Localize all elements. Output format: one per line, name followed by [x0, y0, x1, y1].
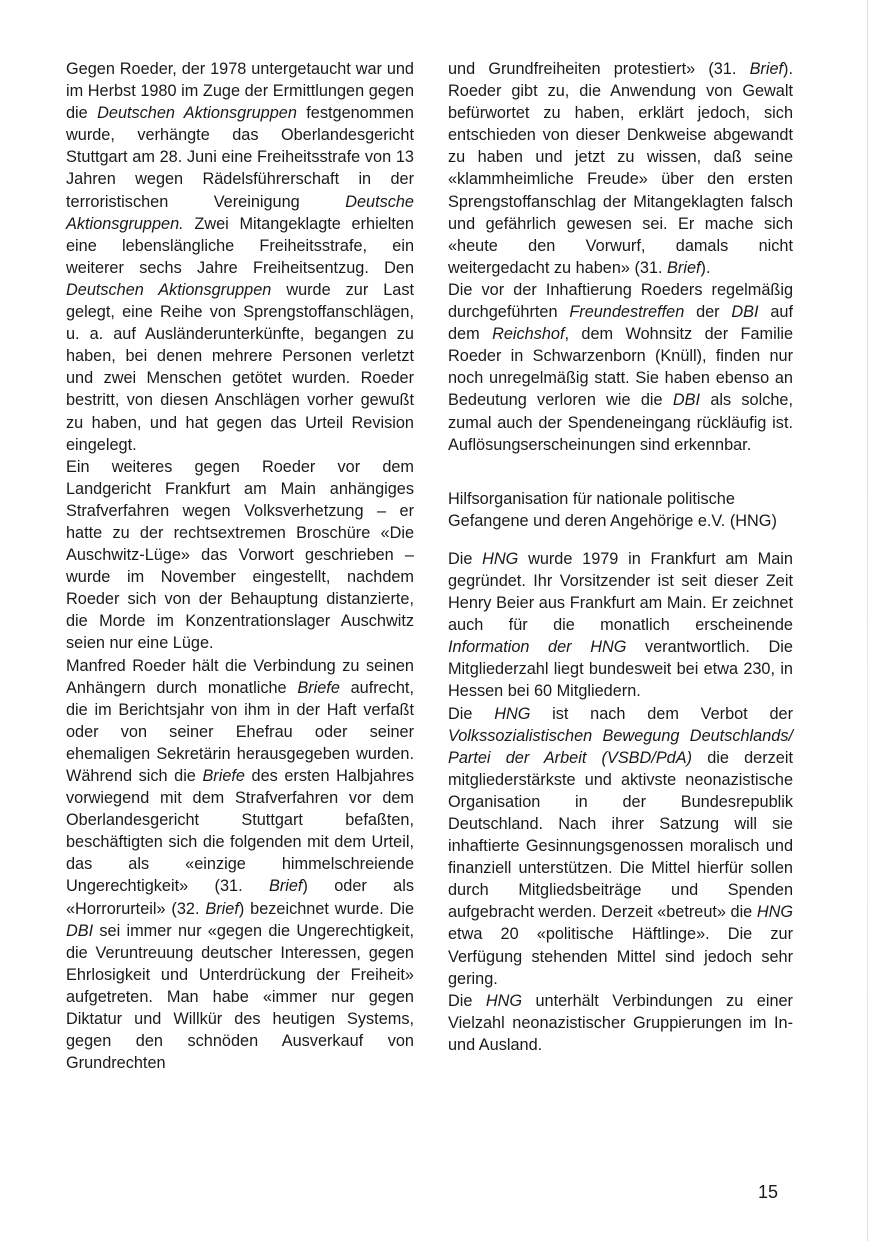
paragraph	[66, 456, 414, 655]
text-run: Die vor der Inhaftierung Roeders regelmäßig durchgeführten	[448, 280, 793, 322]
text-run: als solche, zumal auch der Spendeneingang rückläufig ist. Auflösungserscheinungen sind erkennbar.	[448, 391, 793, 454]
text-run: wurde 1979 in Frankfurt am Main gegründet. Ihr Vorsitzender ist seit dieser Zeit Henry Beier aus Frankfurt am Main. Er zeichnet auch für die monatlich erscheinende	[448, 549, 793, 635]
paragraph	[448, 279, 793, 456]
paragraph	[66, 58, 414, 456]
italic-text: HNG	[494, 704, 531, 723]
text-run: unterhält Verbindungen zu einer Vielzahl neonazistischer Gruppierungen im In- und Ausland.	[448, 991, 793, 1054]
right-column	[448, 58, 793, 1056]
italic-text: Brief	[749, 60, 784, 78]
text-run: ist nach dem Verbot der	[530, 704, 793, 723]
italic-text: HNG	[756, 903, 793, 922]
italic-text: Freundestreffen	[569, 303, 685, 322]
text-run: verantwortlich. Die Mitgliederzahl liegt bundesweit bei etwa 230, in Hessen bei 60 Mitgliedern.	[448, 638, 793, 701]
text-run: Zwei Mitangeklagte erhielten eine lebenslängliche Freiheitsstrafe, ein weiterer sechs Jahre Freiheitsentzug. Den	[66, 214, 414, 277]
italic-text: HNG	[482, 549, 519, 568]
section-heading: Hilfsorganisation für nationale politische Gefangene und deren Angehörige e.V. (HNG)	[448, 489, 777, 530]
text-run: etwa 20 «politische Häftlinge». Die zur Verfügung stehenden Mittel sind jedoch sehr gering.	[448, 925, 793, 988]
italic-text: DBI	[66, 921, 94, 940]
text-run: und Grundfreiheiten protestiert» (31.	[448, 60, 750, 78]
text-run: Die	[448, 704, 495, 723]
text-run: , dem Wohnsitz der Familie Roeder in Schwarzenborn (Knüll), finden nur noch unregelmäßig statt. Sie haben ebenso an Bedeutung verloren wie die	[448, 325, 793, 410]
italic-text: DBI	[672, 391, 701, 410]
page-number: 15	[758, 1182, 779, 1202]
italic-text: Brief	[205, 899, 239, 918]
text-run: ).	[700, 258, 711, 277]
italic-text: HNG	[485, 991, 523, 1010]
text-run: aufrecht, die im Berichtsjahr von ihm in der Haft verfaßt oder von seiner Ehefrau oder seiner ehemaligen Sekretärin herausgegeben wurden. Während sich die	[66, 678, 414, 785]
text-run: Ein weiteres gegen Roeder vor dem Landgericht Frankfurt am Main anhängiges Strafverfahren wegen Volksverhetzung – er hatte zu der rechtsextremen Broschüre «Die Auschwitz-Lüge» das Vorwort geschrieben – wurde im November eingestellt, nachdem Roeder sich von der Behauptung distanzierte, die Morde im Konzentrationslager Auschwitz seien nur eine Lüge.	[66, 457, 414, 653]
text-run: sei immer nur «gegen die Ungerechtigkeit, die Veruntreuung deutscher Interessen, gegen Ehrlosigkeit und Unterdrückung der Freiheit» aufgetreten. Man habe «immer nur gegen Diktatur und Willkür des heutigen Systems, gegen den schnöden Ausverkauf von Grundrechten	[66, 921, 414, 1073]
right-column-bottom-text	[448, 548, 793, 1056]
text-run: festgenommen wurde, verhängte das Oberlandesgericht Stuttgart am 28. Juni eine Freiheitsstrafe von 13 Jahren wegen Rädelsführerschaft in der terroristischen Vereinigung	[66, 104, 414, 211]
italic-text: Deutschen Aktionsgruppen	[97, 104, 297, 123]
text-run: Gegen Roeder, der 1978 untergetaucht war und im Herbst 1980 im Zuge der Ermittlungen gegen die	[66, 60, 414, 123]
italic-text: Reichshof	[492, 325, 565, 344]
text-run: ). Roeder gibt zu, die Anwendung von Gewalt befürwortet zu haben, erklärt jedoch, sich entschieden von dieser Denkweise abgewandt zu haben und jetzt zu wissen, daß seine «klammheimliche Freude» über den ersten Sprengstoffanschlag der Mitangeklagten falsch und gefährlich gewesen sei. Er mache sich «heute den Vorwurf, damals nicht weitergedacht zu haben» (31.	[448, 60, 793, 277]
text-run: die derzeit mitgliederstärkste und aktivste neonazistische Organisation in der Bundesrepublik Deutschland. Nach ihrer Satzung will sie inhaftierte Gesinnungsgenossen moralisch und finanziell unterstützen. Die Mittel hierfür sollen durch Mitgliedsbeiträge und Spenden aufgebracht werden. Derzeit «betreut» die	[448, 748, 793, 922]
italic-text: Brief	[268, 877, 303, 896]
paragraph	[448, 58, 793, 279]
text-run: auf dem	[448, 303, 793, 344]
italic-text: Briefe	[202, 767, 245, 785]
text-run: Manfred Roeder hält die Verbindung zu seinen Anhängern durch monatliche	[66, 656, 414, 697]
italic-text: Deutschen Aktionsgruppen	[66, 280, 272, 299]
text-run: wurde zur Last gelegt, eine Reihe von Sprengstoffanschlägen, u. a. auf Ausländerunterkünfte, begangen zu haben, bei denen mehrere Personen verletzt und zwei Menschen getötet wurden. Roeder bestritt, von diesen Anschlägen vorher gewußt zu haben, und hat gegen das Urteil Revision eingelegt.	[66, 280, 414, 454]
italic-text: Brief	[667, 258, 701, 277]
italic-text: Deutsche Aktionsgruppen.	[66, 192, 414, 233]
paragraph	[448, 703, 793, 990]
right-column-top-text	[448, 58, 793, 456]
paragraph	[448, 990, 793, 1056]
text-run: ) bezeichnet wurde. Die	[238, 899, 414, 918]
paragraph	[66, 655, 414, 1075]
left-column-text	[66, 58, 414, 1074]
italic-text: Information der HNG	[448, 638, 627, 657]
text-run: des ersten Halbjahres vorwiegend mit dem Strafverfahren vor dem Oberlandesgericht Stuttgart befaßten, beschäftigten sich die folgenden mit dem Urteil, das als «einzige himmelschreiende Ungerechtigkeit» (31.	[66, 767, 414, 896]
left-column	[66, 58, 414, 1074]
paragraph	[448, 548, 793, 703]
text-run: ) oder als «Horrorurteil» (32.	[66, 877, 414, 918]
italic-text: DBI	[731, 303, 759, 322]
text-run: der	[684, 303, 732, 322]
page-edge	[867, 0, 868, 1241]
text-run: Die	[448, 549, 483, 568]
italic-text: Briefe	[297, 678, 340, 697]
italic-text: Volkssozialistischen Bewegung Deutschlands/ Partei der Arbeit (VSBD/PdA)	[448, 726, 793, 767]
text-run: Die	[448, 991, 486, 1010]
